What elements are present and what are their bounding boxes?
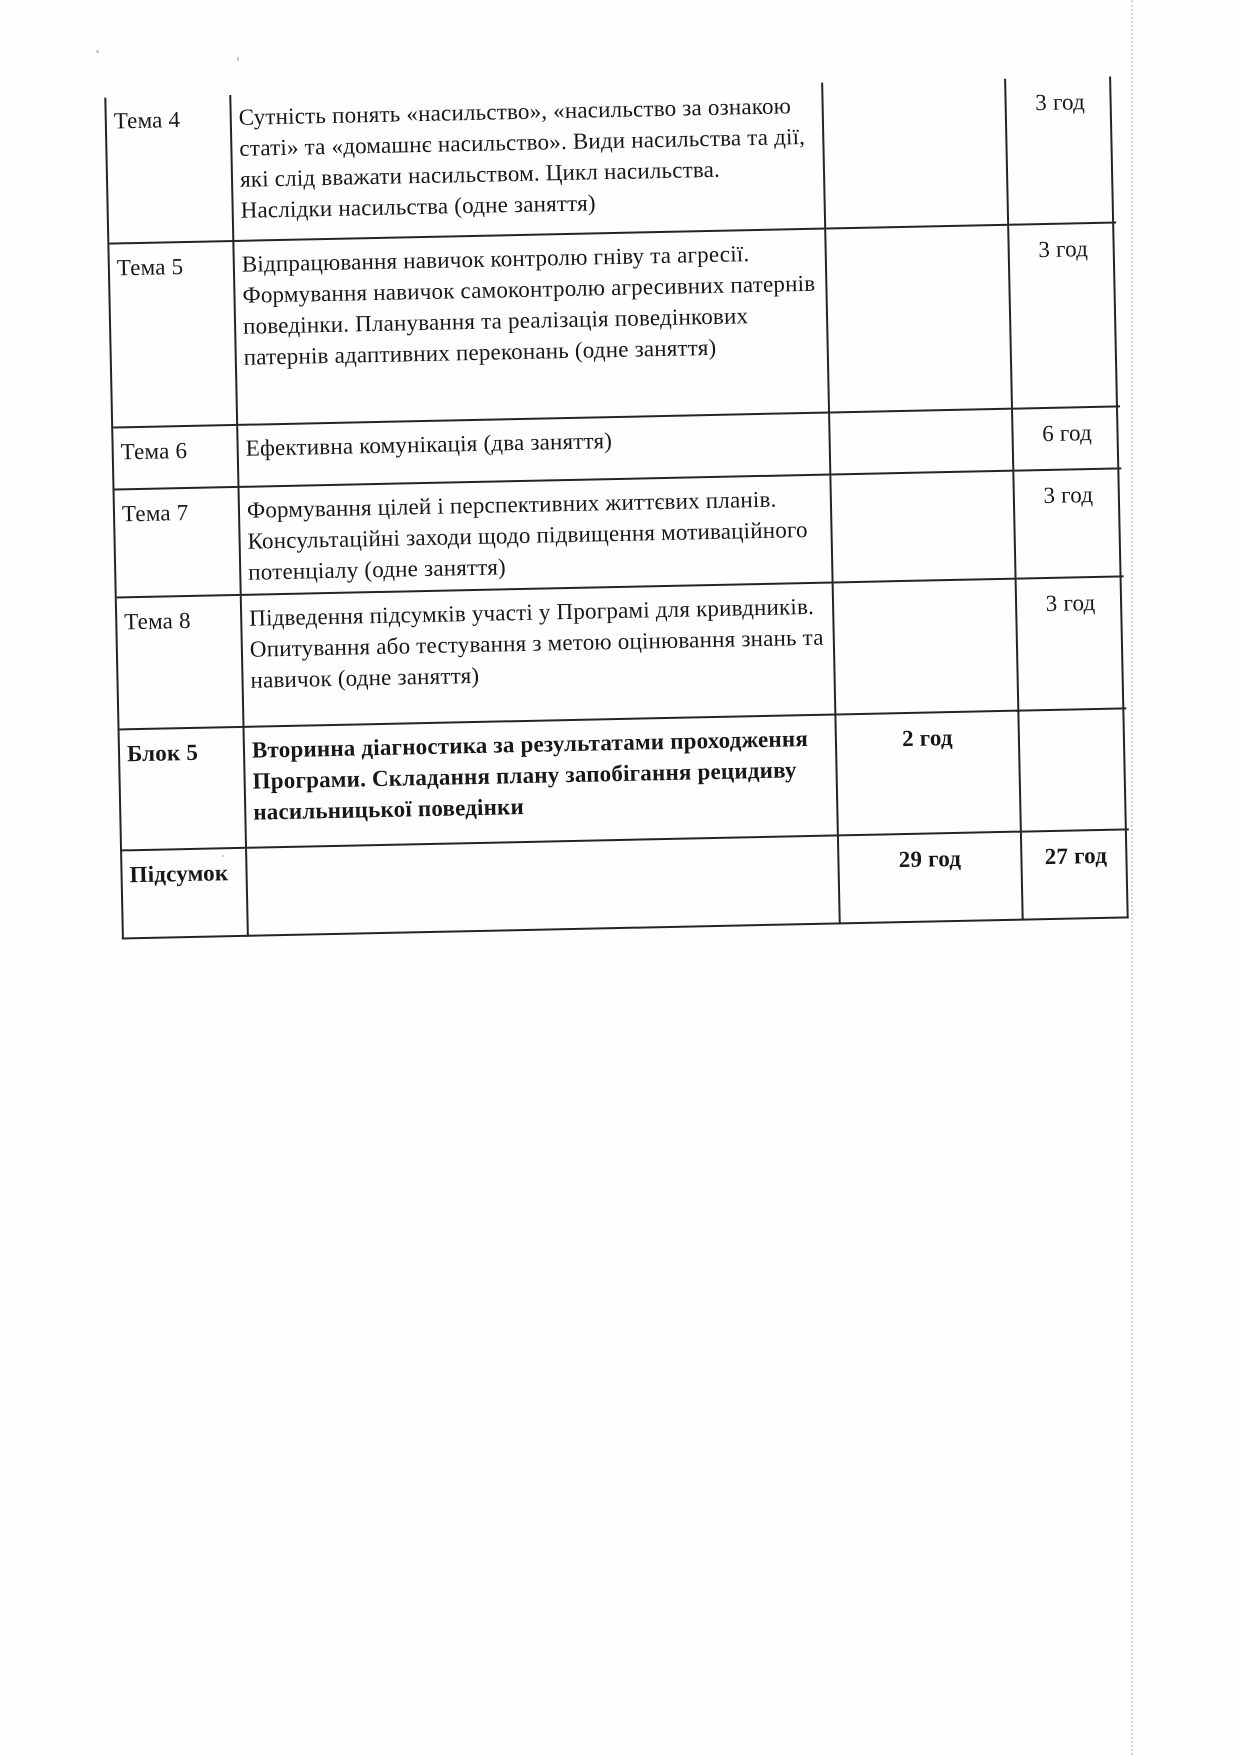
scan-speck xyxy=(96,50,99,53)
topic-label: Тема 6 xyxy=(120,437,188,465)
topic-label: Блок 5 xyxy=(126,739,199,767)
description-cell xyxy=(234,230,830,426)
hours-primary-cell xyxy=(839,833,1024,925)
description-text: Сутність понять «насильство», «насильство за ознакою статі» та «домашнє насильство». Види насильства та дії, які слід вважати насильством. Цикл насильства. Наслідки насильства (одне заняття) xyxy=(238,93,806,223)
topic-label: Тема 7 xyxy=(121,499,189,527)
hours-primary-value: 2 год xyxy=(901,725,953,752)
description-cell xyxy=(231,83,826,242)
hours-secondary-value: 27 год xyxy=(1044,842,1108,870)
scan-perforation-line xyxy=(1131,0,1133,1755)
hours-secondary-value: 6 год xyxy=(1041,420,1093,447)
hours-secondary-value: 3 год xyxy=(1043,482,1094,509)
hours-secondary-value: 3 год xyxy=(1035,89,1086,116)
topic-label: Тема 4 xyxy=(113,107,181,134)
hours-secondary-cell xyxy=(1017,577,1127,711)
hours-primary-cell xyxy=(823,79,1009,230)
hours-secondary-cell xyxy=(1019,709,1129,832)
topic-cell xyxy=(106,95,234,245)
description-text: Формування цілей і перспективних життєвих планів. Консультаційні заходи щодо підвищення мотиваційного потенціалу (одне заняття) xyxy=(246,486,808,585)
hours-secondary-cell xyxy=(1013,407,1121,471)
curriculum-table xyxy=(104,77,1128,940)
topic-label: Тема 8 xyxy=(124,607,191,635)
topic-cell xyxy=(115,488,242,599)
hours-primary-cell xyxy=(830,410,1014,476)
hours-primary-value: 29 год xyxy=(898,845,962,873)
curriculum-table-grid xyxy=(104,77,1128,940)
hours-secondary-cell xyxy=(1014,469,1123,579)
topic-cell xyxy=(109,242,238,429)
hours-secondary-value: 3 год xyxy=(1045,589,1096,617)
description-text: Ефективна комунікація (два заняття) xyxy=(245,428,613,461)
topic-cell xyxy=(120,728,248,852)
description-text: Вторинна діагностика за результатами проходження Програми. Складання плану запобігання рецидиву насильницької поведінки xyxy=(251,726,809,825)
hours-secondary-cell xyxy=(1006,77,1116,226)
topic-cell xyxy=(117,596,245,731)
hours-primary-cell xyxy=(836,712,1021,837)
description-cell xyxy=(239,475,833,595)
hours-secondary-value: 3 год xyxy=(1038,236,1089,263)
hours-secondary-cell xyxy=(1009,223,1120,409)
hours-secondary-cell xyxy=(1022,830,1131,920)
scan-speck xyxy=(237,57,239,61)
description-cell xyxy=(247,836,841,936)
scan-speck xyxy=(222,855,224,857)
description-text: Підведення підсумків участі у Програмі для кривдників. Опитування або тестування з метою оцінювання знань та навичок (одне заняття) xyxy=(248,593,824,693)
topic-label: Підсумок xyxy=(129,860,229,888)
description-cell xyxy=(245,715,839,848)
description-cell xyxy=(242,583,837,727)
topic-cell xyxy=(122,849,249,940)
topic-cell xyxy=(113,426,239,491)
hours-primary-cell xyxy=(831,472,1016,584)
hours-primary-cell xyxy=(834,580,1020,716)
topic-label: Тема 5 xyxy=(116,254,184,281)
description-text: Відпрацювання навичок контролю гніву та агресії. Формування навичок самоконтролю агресивних патернів поведінки. Планування та реалізація поведінкових патернів адаптивних переконань (одне заняття) xyxy=(241,241,816,370)
hours-primary-cell xyxy=(826,226,1013,414)
